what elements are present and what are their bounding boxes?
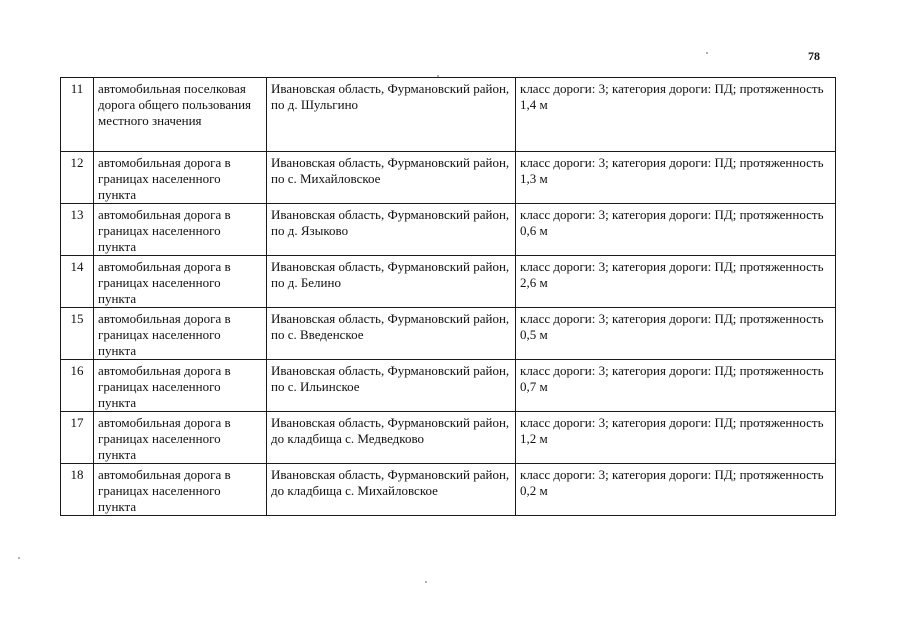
road-name-cell: автомобильная дорога в границах населенного пункта — [94, 412, 267, 464]
road-name-cell: автомобильная дорога в границах населенного пункта — [94, 204, 267, 256]
road-name-cell: автомобильная дорога в границах населенного пункта — [94, 308, 267, 360]
road-name-cell: автомобильная дорога в границах населенного пункта — [94, 360, 267, 412]
row-number-cell: 15 — [61, 308, 94, 360]
road-name-cell: автомобильная поселковая дорога общего пользования местного значения — [94, 78, 267, 152]
road-characteristics-cell: класс дороги: 3; категория дороги: ПД; протяженность 0,5 м — [516, 308, 836, 360]
scan-speck — [18, 557, 20, 559]
road-name-cell: автомобильная дорога в границах населенного пункта — [94, 152, 267, 204]
scan-speck — [437, 75, 439, 77]
road-characteristics-cell: класс дороги: 3; категория дороги: ПД; протяженность 1,2 м — [516, 412, 836, 464]
road-location-cell: Ивановская область, Фурмановский район, по с. Ильинское — [267, 360, 516, 412]
row-number-cell: 17 — [61, 412, 94, 464]
row-number-cell: 14 — [61, 256, 94, 308]
table-row — [61, 78, 836, 152]
table-row — [61, 204, 836, 256]
road-characteristics-cell: класс дороги: 3; категория дороги: ПД; протяженность 1,3 м — [516, 152, 836, 204]
road-characteristics-cell: класс дороги: 3; категория дороги: ПД; протяженность 0,6 м — [516, 204, 836, 256]
road-location-cell: Ивановская область, Фурмановский район, по с. Введенское — [267, 308, 516, 360]
road-location-cell: Ивановская область, Фурмановский район, по д. Языково — [267, 204, 516, 256]
row-number-cell: 12 — [61, 152, 94, 204]
road-location-cell: Ивановская область, Фурмановский район, по д. Белино — [267, 256, 516, 308]
table-row — [61, 152, 836, 204]
road-location-cell: Ивановская область, Фурмановский район, до кладбища с. Михайловское — [267, 464, 516, 516]
table-row — [61, 412, 836, 464]
table-row — [61, 360, 836, 412]
scan-speck — [706, 52, 708, 54]
page-number: 78 — [808, 49, 820, 63]
road-location-cell: Ивановская область, Фурмановский район, до кладбища с. Медведково — [267, 412, 516, 464]
row-number-cell: 16 — [61, 360, 94, 412]
road-location-cell: Ивановская область, Фурмановский район, по с. Михайловское — [267, 152, 516, 204]
row-number-cell: 18 — [61, 464, 94, 516]
road-characteristics-cell: класс дороги: 3; категория дороги: ПД; протяженность 1,4 м — [516, 78, 836, 152]
road-characteristics-cell: класс дороги: 3; категория дороги: ПД; протяженность 2,6 м — [516, 256, 836, 308]
table-row — [61, 308, 836, 360]
road-name-cell: автомобильная дорога в границах населенного пункта — [94, 464, 267, 516]
table-row — [61, 464, 836, 516]
row-number-cell: 11 — [61, 78, 94, 152]
road-characteristics-cell: класс дороги: 3; категория дороги: ПД; протяженность 0,2 м — [516, 464, 836, 516]
roads-table — [60, 77, 836, 516]
road-location-cell: Ивановская область, Фурмановский район, по д. Шульгино — [267, 78, 516, 152]
scan-speck — [425, 581, 427, 583]
row-number-cell: 13 — [61, 204, 94, 256]
roads-table-body — [61, 78, 836, 516]
table-row — [61, 256, 836, 308]
road-characteristics-cell: класс дороги: 3; категория дороги: ПД; протяженность 0,7 м — [516, 360, 836, 412]
road-name-cell: автомобильная дорога в границах населенного пункта — [94, 256, 267, 308]
